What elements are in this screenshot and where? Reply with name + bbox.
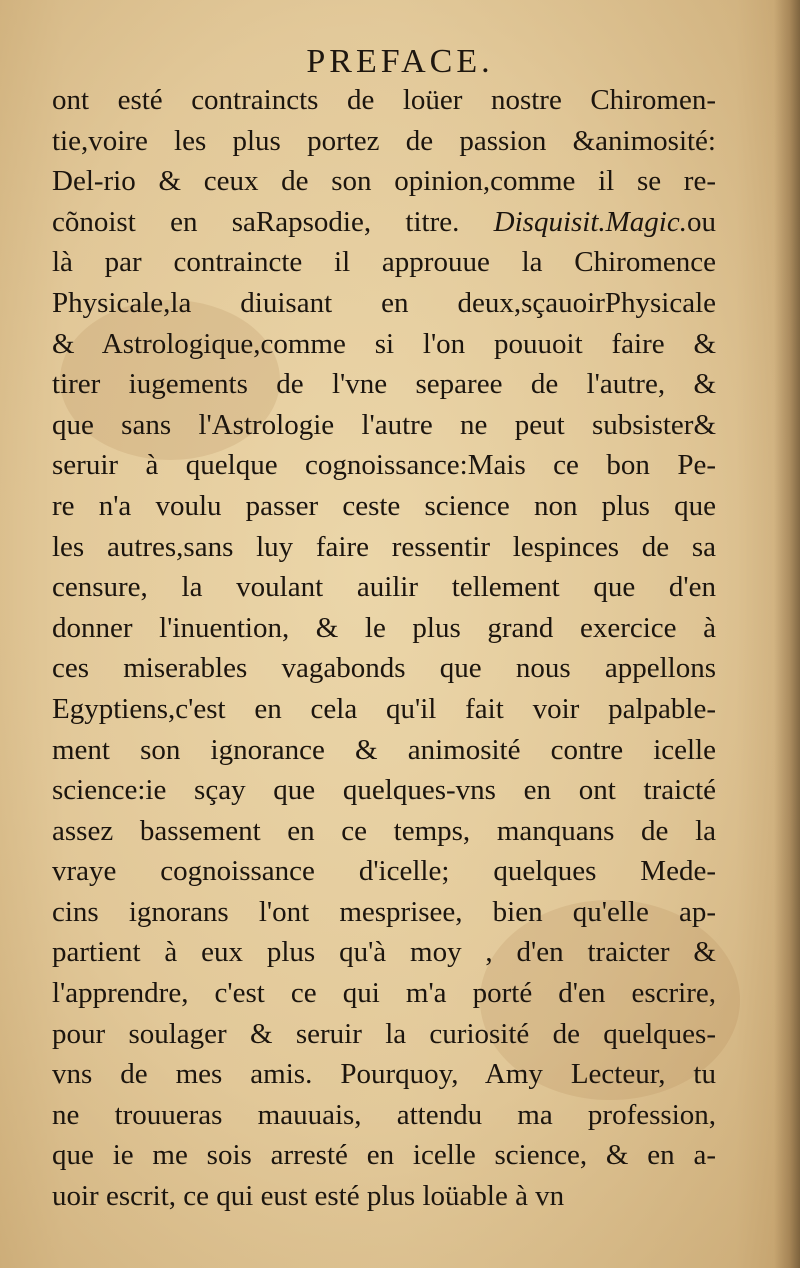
text-line: uoir escrit, ce qui eust esté plus loüable à vn <box>52 1180 565 1213</box>
text-line: censure, la voulant auilir tellement que d'en <box>52 571 716 604</box>
text-line: partient à eux plus qu'à moy , d'en traicter & <box>52 936 716 969</box>
text-line: que sans l'Astrologie l'autre ne peut subsister& <box>52 408 716 441</box>
text-line: là par contraincte il approuue la Chiromence <box>52 246 716 279</box>
page-gutter-shadow <box>774 0 800 1268</box>
text-line: re n'a voulu passer ceste science non plus que <box>52 489 716 522</box>
text-line-end: ou <box>687 205 716 238</box>
text-line: donner l'inuention, & le plus grand exercice à <box>52 611 716 644</box>
text-line: ment son ignorance & animosité contre icelle <box>52 733 716 766</box>
text-line: que ie me sois arresté en icelle science, & en a- <box>52 1139 716 1172</box>
body-text <box>52 80 716 1217</box>
text-line: les autres,sans luy faire ressentir lespinces de sa <box>52 530 716 563</box>
text-line: ces miserables vagabonds que nous appellons <box>52 652 716 685</box>
text-line: seruir à quelque cognoissance:Mais ce bon Pe- <box>52 449 716 482</box>
text-line <box>52 202 716 243</box>
text-line: science:ie sçay que quelques-vns en ont traicté <box>52 774 716 807</box>
text-line: vns de mes amis. Pourquoy, Amy Lecteur, tu <box>52 1058 716 1091</box>
text-line: ont esté contraincts de loüer nostre Chiromen- <box>52 84 716 116</box>
text-line: Del-rio & ceux de son opinion,comme il se re- <box>52 165 716 198</box>
text-line: l'apprendre, c'est ce qui m'a porté d'en escrire, <box>52 977 716 1010</box>
text-line: cins ignorans l'ont mesprisee, bien qu'elle ap- <box>52 895 716 928</box>
running-header: PREFACE. <box>306 43 494 80</box>
text-line-start: cõnoist en saRapsodie, titre. <box>52 205 460 238</box>
text-line: Egyptiens,c'est en cela qu'il fait voir palpable- <box>52 692 716 725</box>
text-line: assez bassement en ce temps, manquans de la <box>52 814 716 847</box>
text-line: & Astrologique,comme si l'on pouuoit faire & <box>52 327 716 360</box>
text-line: tie,voire les plus portez de passion &animosité: <box>52 124 716 157</box>
text-line: pour soulager & seruir la curiosité de quelques- <box>52 1017 716 1050</box>
italic-citation: Disquisit.Magic. <box>493 205 687 238</box>
text-line: vraye cognoissance d'icelle; quelques Mede- <box>52 855 716 888</box>
text-line: Physicale,la diuisant en deux,sçauoirPhysicale <box>52 286 716 319</box>
text-line: tirer iugements de l'vne separee de l'autre, & <box>52 368 716 401</box>
text-line: ne trouueras mauuais, attendu ma profession, <box>52 1098 716 1131</box>
